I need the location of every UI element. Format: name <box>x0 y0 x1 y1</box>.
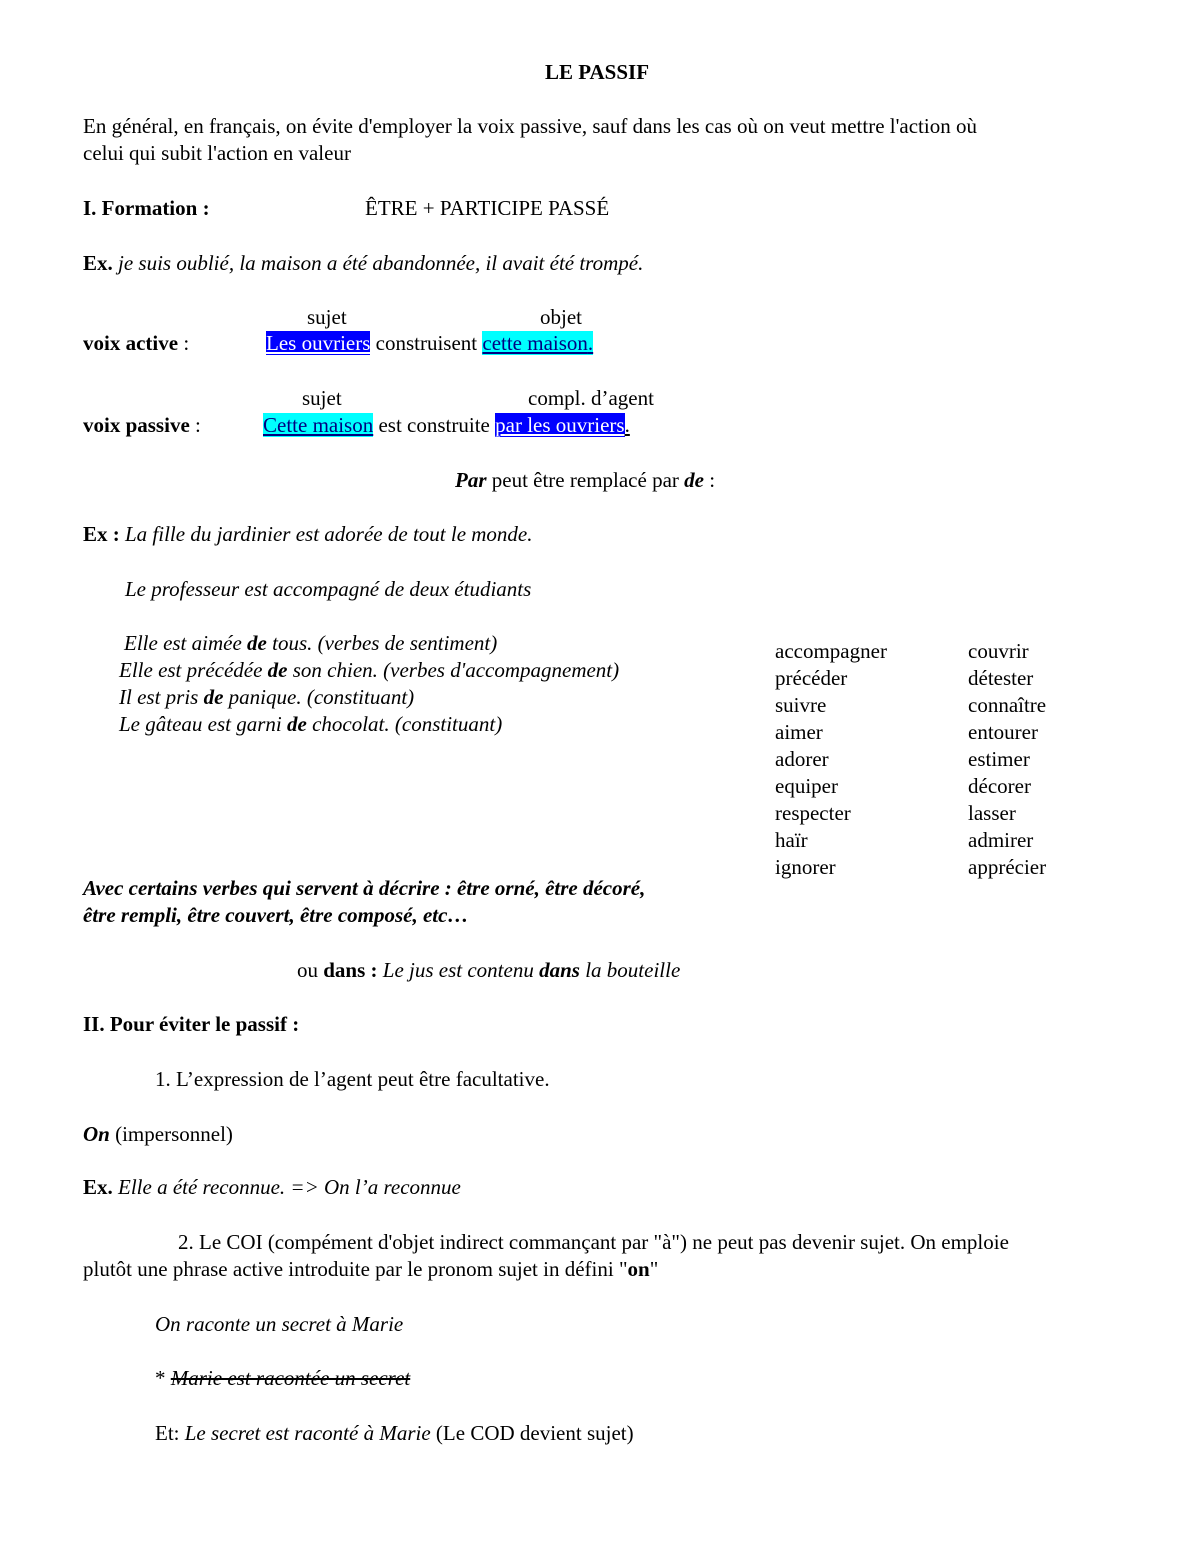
intro-line-2: celui qui subit l'action en valeur <box>83 141 351 165</box>
verb-list-col-1 <box>775 638 887 881</box>
verb-item: précéder <box>775 666 848 690</box>
dans-before: Le jus est contenu <box>377 958 540 982</box>
on-word: On <box>83 1122 110 1146</box>
verb-item: décorer <box>968 774 1031 798</box>
verb-item: admirer <box>968 828 1034 852</box>
example-de-1 <box>83 521 533 547</box>
avoid-example-label: Ex. <box>83 1175 113 1199</box>
de-line-before: Elle est aimée <box>124 631 248 655</box>
verb-item: entourer <box>968 720 1038 744</box>
active-object-label: objet <box>540 305 582 329</box>
de-word: de <box>684 468 704 492</box>
intro-line-1: En général, en français, on évite d'employer la voix passive, sauf dans les cas où on veut mettre l'action où <box>83 114 977 138</box>
avoid-example <box>83 1174 461 1200</box>
active-end: . <box>587 331 594 355</box>
avoid-point-1: 1. L’expression de l’agent peut être facultative. <box>155 1067 550 1091</box>
verb-list-col-2 <box>968 638 1046 881</box>
de-line-after: panique. (constituant) <box>223 685 415 709</box>
point2-after: " <box>649 1257 659 1281</box>
active-label: voix active <box>83 331 179 355</box>
de-example-line <box>119 684 414 710</box>
par-end: : <box>703 468 716 492</box>
dans-after: la bouteille <box>579 958 681 982</box>
point2-before: plutôt une phrase active introduite par le pronom sujet in défini " <box>83 1257 628 1281</box>
avoid-point-2-line-2 <box>83 1256 658 1282</box>
de-line-de: de <box>267 658 288 682</box>
de-example-line <box>124 630 497 656</box>
verb-item: suivre <box>775 693 827 717</box>
par-word: Par <box>455 468 487 492</box>
avoid-point-2-line-1: 2. Le COI (compément d'objet indirect commançant par "à") ne peut pas devenir sujet. On emploie <box>178 1230 1009 1254</box>
on-rest: (impersonnel) <box>109 1122 233 1146</box>
verb-item: haïr <box>775 828 808 852</box>
formation-formula: ÊTRE + PARTICIPE PASSÉ <box>365 196 610 220</box>
formation-heading: I. Formation : <box>83 196 210 220</box>
passive-subject: Cette maison <box>263 413 374 437</box>
verb-item: respecter <box>775 801 851 825</box>
verb-item: apprécier <box>968 855 1047 879</box>
verb-item: lasser <box>968 801 1016 825</box>
verb-item: connaître <box>968 693 1047 717</box>
passive-sentence <box>263 412 630 438</box>
active-colon: : <box>178 331 190 355</box>
passive-voice-label <box>83 412 201 438</box>
verb-item: aimer <box>775 720 823 744</box>
de-line-de: de <box>247 631 267 655</box>
page-title: LE PASSIF <box>544 60 650 84</box>
example-de-1-text: La fille du jardinier est adorée de tout le monde. <box>119 522 533 546</box>
active-subject-label: sujet <box>307 305 347 329</box>
correct-note: (Le COD devient sujet) <box>430 1421 634 1445</box>
active-verb: construisent <box>370 331 483 355</box>
wrong-star: * <box>155 1366 171 1390</box>
passive-agent-label: compl. d’agent <box>528 386 654 410</box>
dans-ou: ou <box>297 958 324 982</box>
verb-item: couvrir <box>968 639 1029 663</box>
verb-item: equiper <box>775 774 838 798</box>
de-example-line <box>119 657 619 683</box>
avoid-example-text: Elle a été reconnue. => On l’a reconnue <box>112 1175 461 1199</box>
et-label: Et: <box>155 1421 185 1445</box>
active-subject: Les ouvriers <box>266 331 371 355</box>
de-line-de: de <box>203 685 224 709</box>
de-line-after: chocolat. (constituant) <box>306 712 503 736</box>
on-impersonnel <box>83 1121 233 1147</box>
verb-item: estimer <box>968 747 1030 771</box>
passive-subject-label: sujet <box>302 386 342 410</box>
de-line-before: Il est pris <box>119 685 204 709</box>
dans-label: dans : <box>323 958 378 982</box>
par-middle: peut être remplacé par <box>486 468 685 492</box>
de-line-after: tous. (verbes de sentiment) <box>266 631 498 655</box>
example-label: Ex. <box>83 251 113 275</box>
verb-item: accompagner <box>775 639 887 663</box>
describe-line-1: Avec certains verbes qui servent à décrire : être orné, être décoré, <box>83 876 646 900</box>
passive-label: voix passive <box>83 413 190 437</box>
active-sentence <box>266 330 593 356</box>
correct-text: Le secret est raconté à Marie <box>184 1421 431 1445</box>
correct-sentence <box>155 1420 634 1446</box>
de-line-before: Elle est précédée <box>119 658 268 682</box>
verb-item: adorer <box>775 747 829 771</box>
wrong-sentence <box>155 1365 410 1391</box>
point2-on: on <box>627 1257 650 1281</box>
de-line-after: son chien. (verbes d'accompagnement) <box>287 658 620 682</box>
par-de-rule <box>455 467 715 493</box>
example-de-label: Ex : <box>83 522 120 546</box>
example-text: je suis oublié, la maison a été abandonnée, il avait été trompé. <box>112 251 644 275</box>
de-line-de: de <box>287 712 307 736</box>
example-1 <box>83 250 643 276</box>
dans-rule <box>297 957 680 983</box>
verb-item: ignorer <box>775 855 836 879</box>
describe-line-2: être rempli, être couvert, être composé, etc… <box>83 903 469 927</box>
passive-agent: par les ouvriers <box>495 413 625 437</box>
wrong-text: Marie est racontée un secret <box>170 1366 411 1390</box>
de-example-line <box>119 711 502 737</box>
coi-sentence: On raconte un secret à Marie <box>155 1312 404 1336</box>
passive-end: . <box>624 413 630 437</box>
active-voice-label <box>83 330 189 356</box>
active-object-text: cette maison <box>482 331 588 355</box>
passive-verb: est construite <box>373 413 496 437</box>
passive-colon: : <box>189 413 201 437</box>
verb-item: détester <box>968 666 1034 690</box>
de-line-before: Le gâteau est garni <box>119 712 287 736</box>
active-object <box>482 331 593 355</box>
dans-word: dans <box>539 958 580 982</box>
avoid-heading: II. Pour éviter le passif : <box>83 1012 300 1036</box>
example-de-2: Le professeur est accompagné de deux étudiants <box>125 577 532 601</box>
